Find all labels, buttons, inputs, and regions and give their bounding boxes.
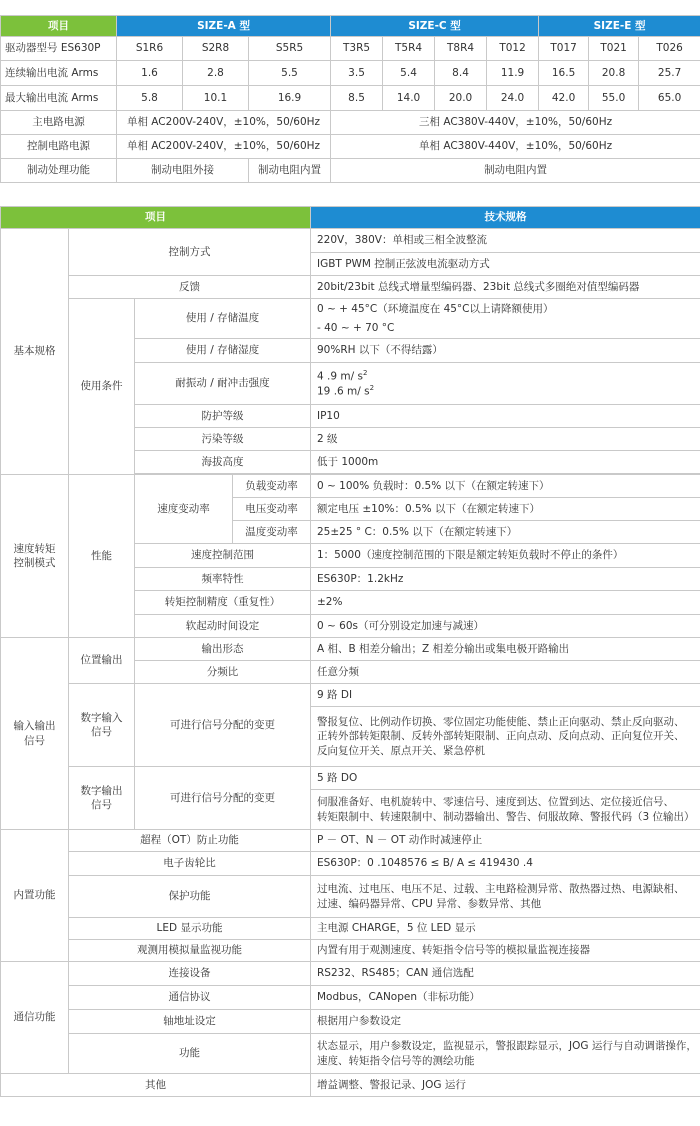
text-line: 过速、编码器异常、CPU 异常、参数异常、其他 xyxy=(317,897,542,910)
row-label: 超程（OT）防止功能 xyxy=(69,830,311,852)
item-header: 项目 xyxy=(1,207,311,229)
row-label: 控制方式 xyxy=(69,229,311,276)
section-io xyxy=(1,638,69,830)
cell: 42.0 xyxy=(539,86,589,111)
row-label: 速度控制范围 xyxy=(135,544,311,568)
row-label: 观测用模拟量监视功能 xyxy=(69,940,311,962)
table-row xyxy=(1,37,700,61)
text-line: 警报复位、比例动作切换、零位固定功能使能、禁止正向驱动、禁止反向驱动、 xyxy=(317,716,685,729)
text-line: 反向复位开关、原点开关、紧急停机 xyxy=(317,744,485,757)
cell: ±2% xyxy=(311,591,700,615)
cell: 11.9 xyxy=(487,61,539,86)
item-header: 项目 xyxy=(1,16,117,37)
superscript: 2 xyxy=(369,383,375,392)
size-e-header: SIZE-E 型 xyxy=(539,16,700,37)
row-label: LED 显示功能 xyxy=(69,918,311,940)
row-label: 速度变动率 xyxy=(135,475,233,544)
cell xyxy=(311,707,700,767)
row-label: 控制电路电源 xyxy=(1,135,117,159)
cell: 20bit/23bit 总线式增量型编码器、23bit 总线式多圈绝对值型编码器 xyxy=(311,276,700,299)
row-label xyxy=(69,767,135,830)
section-speed-torque xyxy=(1,475,69,638)
row-label: 温度变动率 xyxy=(233,521,311,544)
section-label-line1: 输入输出 xyxy=(13,720,56,733)
row-label: 性能 xyxy=(69,475,135,638)
cell: 9 路 DI xyxy=(311,684,700,707)
cell: 额定电压 ±10%：0.5% 以下（在额定转速下） xyxy=(311,498,700,521)
cell: 0 ~ 100% 负载时：0.5% 以下（在额定转速下） xyxy=(311,475,700,498)
text-line: 伺服准备好、电机旋转中、零速信号、速度到达、位置到达、定位接近信号、 xyxy=(317,796,674,809)
table-row xyxy=(1,159,700,183)
label-line2: 信号 xyxy=(91,726,112,738)
cell: 根据用户参数设定 xyxy=(311,1010,700,1034)
size-c-header: SIZE-C 型 xyxy=(331,16,539,37)
table-row xyxy=(1,86,700,111)
row-label: 功能 xyxy=(69,1034,311,1074)
row-label: 耐振动 / 耐冲击强度 xyxy=(135,363,311,405)
size-a-header: SIZE-A 型 xyxy=(117,16,331,37)
cell: 制动电阻内置 xyxy=(331,159,700,183)
row-label: 防护等级 xyxy=(135,405,311,428)
text-line: 正转外部转矩限制、反转外部转矩限制、正向点动、反向点动、正向复位开关、 xyxy=(317,730,685,743)
cell: T021 xyxy=(589,37,639,61)
label-line1: 数字输入 xyxy=(80,711,123,724)
cell: 220V，380V：单相或三相全波整流 xyxy=(311,229,700,253)
cell: 5.8 xyxy=(117,86,183,111)
section-builtin: 内置功能 xyxy=(1,830,69,962)
row-label: 海拔高度 xyxy=(135,451,311,474)
row-label: 反馈 xyxy=(69,276,311,299)
label-line1: 数字输出 xyxy=(80,784,123,797)
cell: 三相 AC380V-440V，±10%，50/60Hz xyxy=(331,111,700,135)
row-label: 使用条件 xyxy=(69,299,135,475)
row-label: 最大输出电流 Arms xyxy=(1,86,117,111)
cell: 5 路 DO xyxy=(311,767,700,790)
vib-value-2: 19 .6 m/ s xyxy=(317,385,370,397)
row-label: 主电路电源 xyxy=(1,111,117,135)
cell: T012 xyxy=(487,37,539,61)
cell: 5.5 xyxy=(249,61,331,86)
row-label: 使用 / 存储温度 xyxy=(135,299,311,339)
cell: S5R5 xyxy=(249,37,331,61)
row-label: 位置输出 xyxy=(69,638,135,684)
cell: ES630P：0 .1048576 ≤ B/ A ≤ 419430 .4 xyxy=(311,852,700,876)
row-label: 负载变动率 xyxy=(233,475,311,498)
cell: 24.0 xyxy=(487,86,539,111)
cell: 16.9 xyxy=(249,86,331,111)
cell: RS232、RS485；CAN 通信选配 xyxy=(311,962,700,986)
row-label xyxy=(69,684,135,767)
row-label: 电压变动率 xyxy=(233,498,311,521)
row-label: 可进行信号分配的变更 xyxy=(135,684,311,767)
cell: 8.5 xyxy=(331,86,383,111)
cell: 2 级 xyxy=(311,428,700,451)
row-label: 转矩控制精度（重复性） xyxy=(135,591,311,615)
row-label: 可进行信号分配的变更 xyxy=(135,767,311,830)
cell: T8R4 xyxy=(435,37,487,61)
tech-spec-table xyxy=(0,206,700,1097)
cell: 14.0 xyxy=(383,86,435,111)
section-basic: 基本规格 xyxy=(1,229,69,475)
table-row xyxy=(1,61,700,86)
row-label: 软起动时间设定 xyxy=(135,615,311,638)
section-label-line2: 控制模式 xyxy=(13,557,56,569)
table-row xyxy=(1,111,700,135)
section-other: 其他 xyxy=(1,1074,311,1097)
cell: ES630P：1.2kHz xyxy=(311,568,700,591)
row-label: 保护功能 xyxy=(69,876,311,918)
cell: Modbus，CANopen（非标功能） xyxy=(311,986,700,1010)
cell: 90%RH 以下（不得结露） xyxy=(311,339,700,363)
cell: S1R6 xyxy=(117,37,183,61)
section-label-line2: 信号 xyxy=(24,734,45,747)
section-label-line1: 速度转矩 xyxy=(13,542,56,555)
row-label: 污染等级 xyxy=(135,428,311,451)
cell: 20.0 xyxy=(435,86,487,111)
row-label: 制动处理功能 xyxy=(1,159,117,183)
text-line: 状态显示，用户参数设定，监视显示，警报跟踪显示，JOG 运行与自动调谐操作， xyxy=(317,1040,697,1053)
cell: 单相 AC200V-240V，±10%，50/60Hz xyxy=(117,111,331,135)
cell: T5R4 xyxy=(383,37,435,61)
section-comm: 通信功能 xyxy=(1,962,69,1074)
spec-header: 技术规格 xyxy=(311,207,700,229)
cell: 单相 AC200V-240V，±10%，50/60Hz xyxy=(117,135,331,159)
cell: IGBT PWM 控制正弦波电流驱动方式 xyxy=(311,253,700,276)
row-label: 电子齿轮比 xyxy=(69,852,311,876)
cell: 3.5 xyxy=(331,61,383,86)
cell: 0 ~ 60s（可分别设定加速与减速） xyxy=(311,615,700,638)
row-label: 轴地址设定 xyxy=(69,1010,311,1034)
cell: 65.0 xyxy=(639,86,700,111)
text-line: 过电流、过电压、电压不足、过载、主电路检测异常、散热器过热、电源缺相、 xyxy=(317,883,685,896)
row-label: 连接设备 xyxy=(69,962,311,986)
label-line2: 信号 xyxy=(91,799,112,811)
cell: 任意分频 xyxy=(311,661,700,684)
cell: 55.0 xyxy=(589,86,639,111)
cell: 25.7 xyxy=(639,61,700,86)
cell: T026 xyxy=(639,37,700,61)
cell: IP10 xyxy=(311,405,700,428)
cell: 8.4 xyxy=(435,61,487,86)
superscript: 2 xyxy=(362,368,368,377)
cell: P － OT、N － OT 动作时减速停止 xyxy=(311,830,700,852)
cell: T017 xyxy=(539,37,589,61)
cell: 0 ~ + 45°C（环境温度在 45°C以上请降额使用） xyxy=(311,299,700,319)
vib-value-1: 4 .9 m/ s xyxy=(317,370,363,383)
cell: 低于 1000m xyxy=(311,451,700,474)
row-label: 输出形态 xyxy=(135,638,311,661)
cell: 1：5000（速度控制范围的下限是额定转矩负载时不停止的条件） xyxy=(311,544,700,568)
text-line: 转矩限制中、转速限制中、制动器输出、警告、伺服故障、警报代码（3 位输出） xyxy=(317,810,695,823)
table-row xyxy=(1,135,700,159)
cell xyxy=(311,876,700,918)
row-label: 分频比 xyxy=(135,661,311,684)
cell: 1.6 xyxy=(117,61,183,86)
cell: S2R8 xyxy=(183,37,249,61)
cell: 2.8 xyxy=(183,61,249,86)
cell: 单相 AC380V-440V，±10%，50/60Hz xyxy=(331,135,700,159)
cell: - 40 ~ + 70 °C xyxy=(311,319,700,339)
row-label: 频率特性 xyxy=(135,568,311,591)
cell: 5.4 xyxy=(383,61,435,86)
cell: 增益调整、警报记录、JOG 运行 xyxy=(311,1074,700,1097)
cell: 主电源 CHARGE，5 位 LED 显示 xyxy=(311,918,700,940)
cell: T3R5 xyxy=(331,37,383,61)
model-spec-table xyxy=(0,15,700,183)
cell: A 相、B 相差分输出；Z 相差分输出或集电极开路输出 xyxy=(311,638,700,661)
cell: 内置有用于观测速度、转矩指令信号等的模拟量监视连接器 xyxy=(311,940,700,962)
cell: 16.5 xyxy=(539,61,589,86)
cell: 制动电阻内置 xyxy=(249,159,331,183)
text-line: 速度、转矩指令信号等的测绘功能 xyxy=(317,1054,475,1067)
cell xyxy=(311,1034,700,1074)
cell: 20.8 xyxy=(589,61,639,86)
cell: 10.1 xyxy=(183,86,249,111)
row-label: 驱动器型号 ES630P xyxy=(1,37,117,61)
cell: 制动电阻外接 xyxy=(117,159,249,183)
cell xyxy=(311,790,700,830)
row-label: 使用 / 存储湿度 xyxy=(135,339,311,363)
row-label: 连续输出电流 Arms xyxy=(1,61,117,86)
row-label: 通信协议 xyxy=(69,986,311,1010)
cell: 25±25 ° C：0.5% 以下（在额定转速下） xyxy=(311,521,700,544)
cell xyxy=(311,363,700,405)
